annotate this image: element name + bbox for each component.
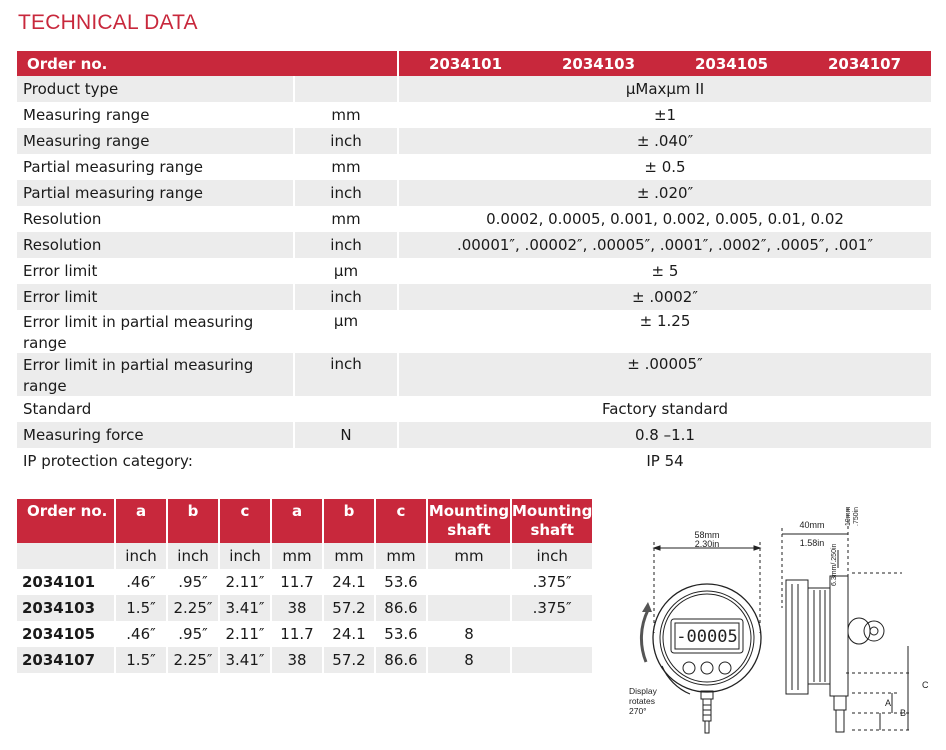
page-title: TECHNICAL DATA	[18, 11, 198, 34]
table-row	[17, 128, 931, 154]
dim-header-cell: a	[271, 499, 323, 543]
row-value: ± .040″	[399, 128, 931, 154]
dim-header-cell: c	[219, 499, 271, 543]
row-value: ± 5	[651, 262, 679, 280]
order-number-cell: 2034101	[17, 569, 115, 595]
dim-a-label: A	[885, 698, 892, 708]
dimension-cell: 86.6	[375, 595, 427, 621]
lug-mm-label: 19mm	[845, 506, 852, 526]
row-unit: inch	[295, 180, 399, 206]
row-label: Resolution	[17, 232, 295, 258]
dimension-cell: 86.6	[375, 647, 427, 673]
dim-unit-cell: inch	[115, 543, 167, 569]
row-label: Error limit	[17, 258, 295, 284]
order-number-cell: 2034107	[17, 647, 115, 673]
dimension-cell: 53.6	[375, 621, 427, 647]
dimension-cell: .375″	[511, 569, 593, 595]
lug-in-label: .750in	[853, 506, 860, 526]
dimension-cell: 2.25″	[167, 595, 219, 621]
dim-c-label: C	[922, 680, 929, 690]
order-no-header: Order no.	[17, 51, 399, 76]
dimension-cell: 38	[271, 595, 323, 621]
row-label: Measuring force	[17, 422, 295, 448]
row-value: ± .0002″	[399, 284, 931, 310]
row-unit: mm	[295, 154, 399, 180]
row-value: Factory standard	[601, 400, 729, 418]
dimension-cell	[427, 569, 511, 595]
row-label: Product type	[17, 76, 295, 102]
dimension-cell: .46″	[115, 569, 167, 595]
table-row	[17, 396, 931, 422]
row-label: Measuring range	[17, 128, 295, 154]
row-value: ±1	[653, 106, 677, 124]
dimension-cell: .46″	[115, 621, 167, 647]
dim-unit-cell: inch	[219, 543, 271, 569]
dim-header-row	[17, 499, 593, 543]
display-readout: -00005	[676, 627, 738, 647]
dimension-cell: 53.6	[375, 569, 427, 595]
dimension-cell: .375″	[511, 595, 593, 621]
row-value: 0.8 –1.1	[399, 422, 931, 448]
dimension-cell: 24.1	[323, 569, 375, 595]
row-unit	[295, 76, 399, 102]
row-unit: N	[295, 422, 399, 448]
dim-unit-cell: mm	[427, 543, 511, 569]
table-row	[17, 353, 931, 396]
table-row	[17, 595, 593, 621]
dim-b-label: B	[900, 708, 907, 718]
depth-mm-label: 40mm	[799, 520, 825, 530]
width-mm-label: 58mm	[694, 530, 720, 540]
row-value: 0.0002, 0.0005, 0.001, 0.002, 0.005, 0.01, 0.02	[486, 210, 844, 228]
row-label: Error limit in partial measuring range	[17, 353, 295, 396]
dimension-cell: 2.11″	[219, 569, 271, 595]
table-row	[17, 310, 931, 353]
row-value: ± 1.25	[639, 312, 691, 330]
row-unit	[295, 448, 399, 474]
row-label: Partial measuring range	[17, 180, 295, 206]
dimension-cell: 8	[427, 621, 511, 647]
dimension-cell: .95″	[167, 569, 219, 595]
rotate-label-2: rotates	[629, 696, 655, 706]
dim-unit-cell: inch	[167, 543, 219, 569]
dim-unit-cell	[17, 543, 115, 569]
dimension-cell: 1.5″	[115, 595, 167, 621]
row-unit: inch	[295, 128, 399, 154]
dimension-cell: 24.1	[323, 621, 375, 647]
dimension-cell: 3.41″	[219, 595, 271, 621]
row-value: µMaxµm II	[399, 76, 931, 102]
table-row	[17, 232, 931, 258]
width-in-label: 2.30in	[694, 539, 720, 549]
table-row	[17, 206, 931, 232]
row-unit	[295, 396, 399, 422]
row-unit: mm	[295, 102, 399, 128]
dimension-cell: 11.7	[271, 569, 323, 595]
row-unit: inch	[295, 232, 399, 258]
dimension-cell: 11.7	[271, 621, 323, 647]
dimension-cell: 57.2	[323, 647, 375, 673]
depth-in-label: 1.58in	[799, 538, 825, 548]
order-number-col: 2034105	[694, 54, 769, 73]
dimension-cell: 3.41″	[219, 647, 271, 673]
table-row	[17, 647, 593, 673]
table-row	[17, 154, 931, 180]
row-value: .00001″, .00002″, .00005″, .0001″, .0002″, .0005″, .001″	[399, 232, 931, 258]
dim-header-cell: Order no.	[17, 499, 115, 543]
row-unit: inch	[295, 353, 399, 396]
table-row	[17, 180, 931, 206]
table-row	[17, 422, 931, 448]
table-row	[17, 621, 593, 647]
row-label: Resolution	[17, 206, 295, 232]
order-number-cell: 2034103	[17, 595, 115, 621]
dim-header-cell: Mounting shaft	[511, 499, 593, 543]
table-row	[17, 569, 593, 595]
dim-header-cell: Mounting shaft	[427, 499, 511, 543]
dimension-cell	[511, 621, 593, 647]
row-unit: µm	[295, 258, 399, 284]
table-row	[17, 448, 931, 474]
dim-unit-cell: inch	[511, 543, 593, 569]
dim-header-cell: a	[115, 499, 167, 543]
row-label: Partial measuring range	[17, 154, 295, 180]
dimension-cell: 38	[271, 647, 323, 673]
row-value: IP 54	[646, 452, 684, 470]
row-unit: mm	[295, 206, 399, 232]
technical-data-table	[17, 51, 931, 474]
dim-header-cell: c	[375, 499, 427, 543]
row-unit: µm	[295, 310, 399, 353]
rotate-label-1: Display	[629, 686, 657, 696]
row-value: ± .020″	[399, 180, 931, 206]
dim-units-row	[17, 543, 593, 569]
table-row	[17, 76, 931, 102]
dimension-cell: 8	[427, 647, 511, 673]
dim-unit-cell: mm	[323, 543, 375, 569]
order-number-col: 2034101	[428, 54, 503, 73]
table-row	[17, 258, 931, 284]
table-header	[17, 51, 931, 76]
dimensions-table	[17, 499, 597, 673]
row-label: IP protection category:	[17, 448, 295, 474]
dim-header-cell: b	[323, 499, 375, 543]
row-value: ± .00005″	[399, 353, 931, 396]
row-unit: inch	[295, 284, 399, 310]
dim-unit-cell: mm	[271, 543, 323, 569]
row-label: Measuring range	[17, 102, 295, 128]
table-row	[17, 102, 931, 128]
order-number-cell: 2034105	[17, 621, 115, 647]
shaft-label: 6.3mm/.250in	[831, 543, 838, 586]
dimension-cell: 1.5″	[115, 647, 167, 673]
gauge-dimension-drawing	[612, 498, 942, 748]
dimension-cell	[511, 647, 593, 673]
dim-unit-cell: mm	[375, 543, 427, 569]
row-label: Error limit in partial measuring range	[17, 310, 295, 353]
dimension-cell: 2.11″	[219, 621, 271, 647]
rotate-label-3: 270°	[629, 706, 647, 716]
dim-header-cell: b	[167, 499, 219, 543]
dimension-cell	[427, 595, 511, 621]
order-number-col: 2034107	[827, 54, 902, 73]
row-value: ± 0.5	[644, 158, 686, 176]
order-number-col: 2034103	[561, 54, 636, 73]
row-label: Error limit	[17, 284, 295, 310]
dimension-cell: 2.25″	[167, 647, 219, 673]
dimension-cell: 57.2	[323, 595, 375, 621]
row-label: Standard	[17, 396, 295, 422]
table-row	[17, 284, 931, 310]
dimension-cell: .95″	[167, 621, 219, 647]
